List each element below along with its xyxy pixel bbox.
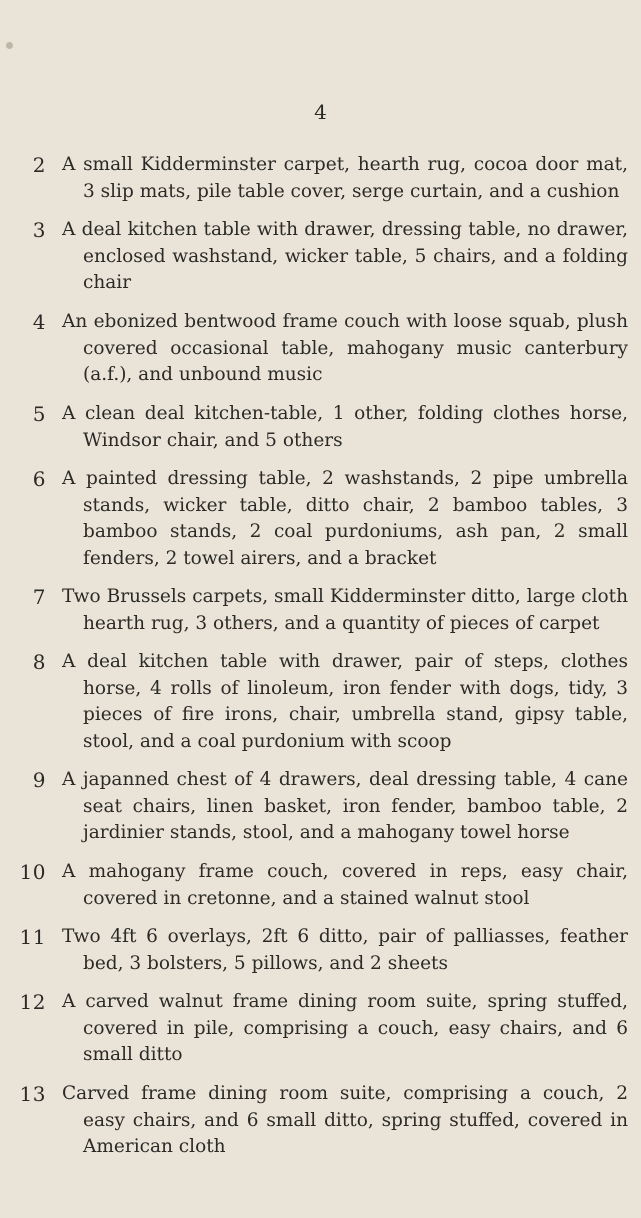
page-number: 4: [314, 100, 327, 124]
lot-number: 8: [32, 650, 46, 674]
lot-description: Two Brussels carpets, small Kidderminster ditto, large cloth hearth rug, 3 others, and a quantity of pieces of carpet: [62, 586, 628, 634]
lot-description: A clean deal kitchen-table, 1 other, folding clothes horse, Windsor chair, and 5 others: [62, 403, 628, 451]
lot-number: 9: [32, 768, 46, 792]
binding-hole: [6, 42, 13, 49]
lot-description: Carved frame dining room suite, comprising a couch, 2 easy chairs, and 6 small ditto, spring stuffed, covered in American cloth: [62, 1083, 628, 1157]
lot-number: 10: [19, 860, 46, 884]
lot-description: A mahogany frame couch, covered in reps, easy chair, covered in cretonne, and a stained walnut stool: [62, 861, 628, 909]
lot-number: 4: [32, 310, 46, 334]
lot-description: A carved walnut frame dining room suite, spring stuffed, covered in pile, comprising a couch, easy chairs, and 6 small ditto: [62, 991, 628, 1065]
lot-description: Two 4ft 6 overlays, 2ft 6 ditto, pair of palliasses, feather bed, 3 bolsters, 5 pillows, and 2 sheets: [62, 926, 628, 974]
lot-number: 5: [32, 402, 46, 426]
lot-number: 2: [32, 153, 46, 177]
lot-number: 7: [32, 585, 46, 609]
lot-description: A small Kidderminster carpet, hearth rug, cocoa door mat, 3 slip mats, pile table cover, serge curtain, and a cushion: [62, 154, 628, 202]
lot-number: 11: [19, 925, 46, 949]
lot-number: 3: [32, 218, 46, 242]
lot-description: A deal kitchen table with drawer, pair of steps, clothes horse, 4 rolls of linoleum, iron fender with dogs, tidy, 3 pieces of fire irons, chair, umbrella stand, gipsy table, stool, and a coal purdonium with scoop: [62, 651, 628, 752]
lot-number: 13: [19, 1082, 46, 1106]
lot-description: A deal kitchen table with drawer, dressing table, no drawer, enclosed washstand, wicker table, 5 chairs, and a folding chair: [62, 219, 628, 293]
lot-number: 12: [19, 990, 46, 1014]
lot-description: A painted dressing table, 2 washstands, 2 pipe umbrella stands, wicker table, ditto chair, 2 bamboo tables, 3 bamboo stands, 2 coal purdoniums, ash pan, 2 small fenders, 2 towel airers, and a bracket: [62, 468, 628, 569]
lot-description: A japanned chest of 4 drawers, deal dressing table, 4 cane seat chairs, linen basket, iron fender, bamboo table, 2 jardinier stands, stool, and a mahogany towel horse: [62, 769, 628, 843]
lot-number: 6: [32, 467, 46, 491]
lot-description: An ebonized bentwood frame couch with loose squab, plush covered occasional table, mahogany music canterbury (a.f.), and unbound music: [62, 311, 628, 385]
